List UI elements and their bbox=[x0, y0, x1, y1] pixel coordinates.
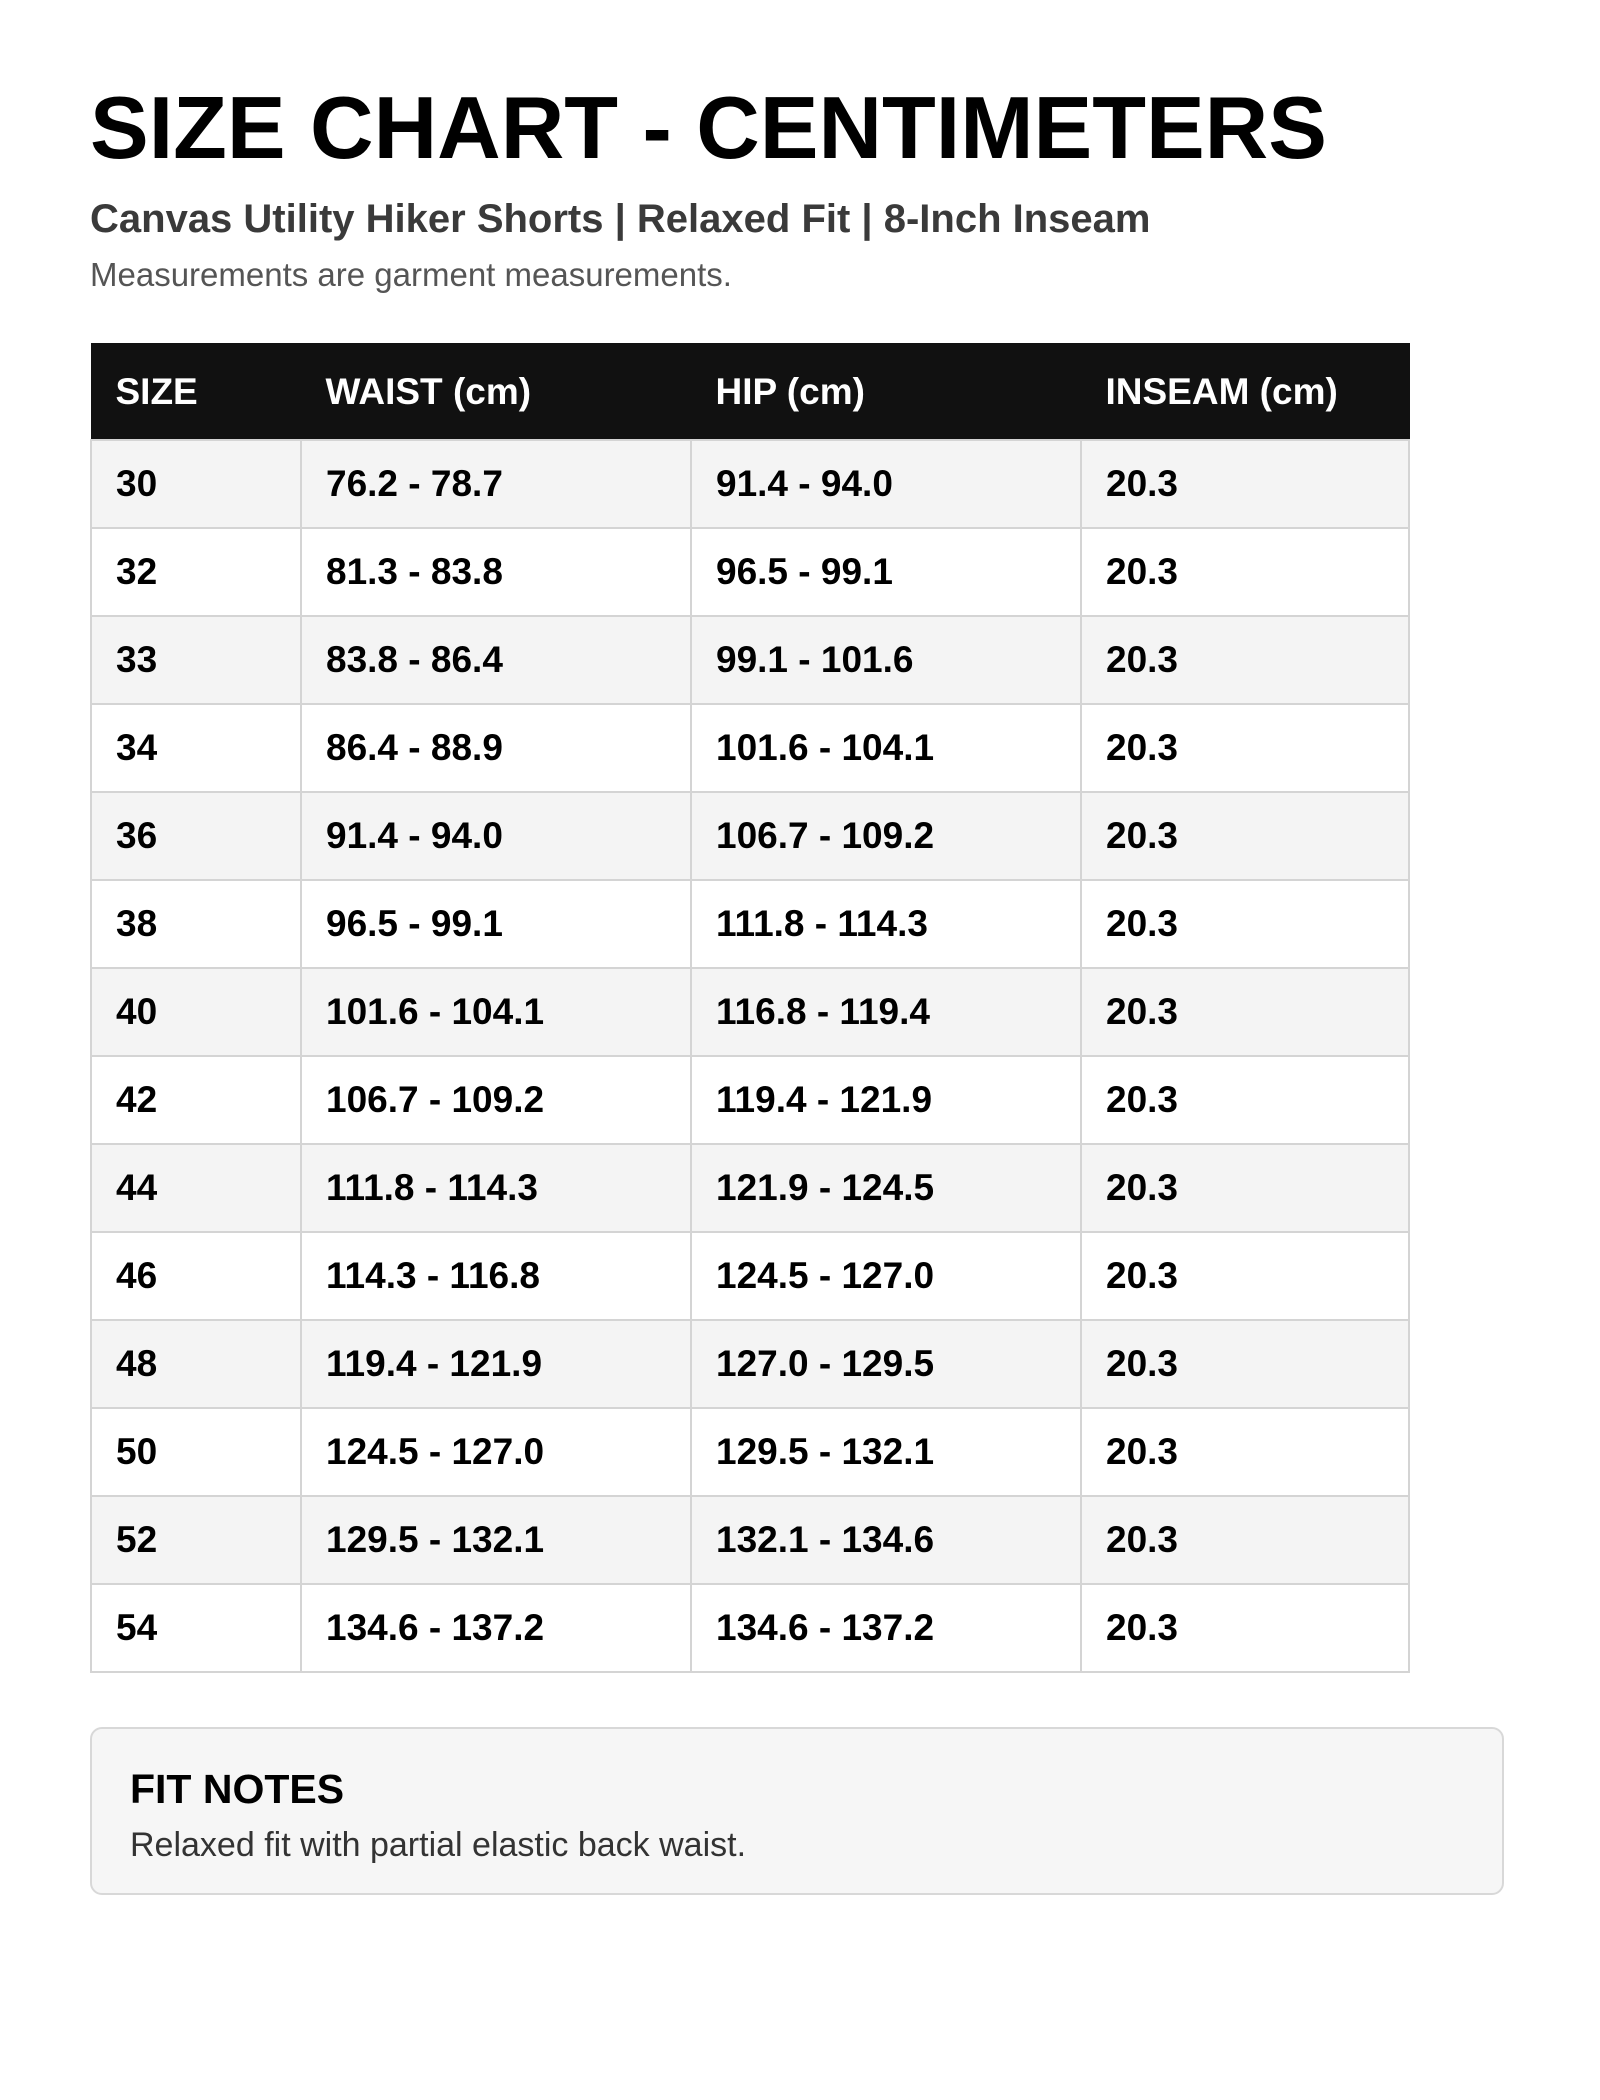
waist-cell: 119.4 - 121.9 bbox=[301, 1320, 691, 1408]
column-header-inseam: INSEAM (cm) bbox=[1081, 344, 1409, 441]
inseam-cell: 20.3 bbox=[1081, 1144, 1409, 1232]
hip-cell: 91.4 - 94.0 bbox=[691, 440, 1081, 528]
measurement-note: Measurements are garment measurements. bbox=[90, 256, 732, 293]
table-row bbox=[91, 440, 1409, 528]
table-row bbox=[91, 1144, 1409, 1232]
hip-cell: 127.0 - 129.5 bbox=[691, 1320, 1081, 1408]
size-cell: 44 bbox=[91, 1144, 301, 1232]
inseam-cell: 20.3 bbox=[1081, 528, 1409, 616]
inseam-cell: 20.3 bbox=[1081, 616, 1409, 704]
waist-cell: 83.8 - 86.4 bbox=[301, 616, 691, 704]
waist-cell: 124.5 - 127.0 bbox=[301, 1408, 691, 1496]
waist-cell: 114.3 - 116.8 bbox=[301, 1232, 691, 1320]
hip-cell: 121.9 - 124.5 bbox=[691, 1144, 1081, 1232]
product-subtitle: Canvas Utility Hiker Shorts | Relaxed Fit | 8-Inch Inseam bbox=[90, 197, 1151, 241]
size-cell: 33 bbox=[91, 616, 301, 704]
table-row bbox=[91, 616, 1409, 704]
table-row bbox=[91, 792, 1409, 880]
table-row bbox=[91, 1496, 1409, 1584]
column-header-hip: HIP (cm) bbox=[691, 344, 1081, 441]
waist-cell: 86.4 - 88.9 bbox=[301, 704, 691, 792]
waist-cell: 101.6 - 104.1 bbox=[301, 968, 691, 1056]
inseam-cell: 20.3 bbox=[1081, 1408, 1409, 1496]
hip-cell: 132.1 - 134.6 bbox=[691, 1496, 1081, 1584]
size-cell: 42 bbox=[91, 1056, 301, 1144]
waist-cell: 106.7 - 109.2 bbox=[301, 1056, 691, 1144]
waist-cell: 76.2 - 78.7 bbox=[301, 440, 691, 528]
hip-cell: 129.5 - 132.1 bbox=[691, 1408, 1081, 1496]
fit-notes-heading: FIT NOTES bbox=[130, 1766, 345, 1812]
page-title: SIZE CHART - CENTIMETERS bbox=[90, 78, 1327, 177]
table-row bbox=[91, 704, 1409, 792]
inseam-cell: 20.3 bbox=[1081, 792, 1409, 880]
table-row bbox=[91, 1408, 1409, 1496]
inseam-cell: 20.3 bbox=[1081, 704, 1409, 792]
table-row bbox=[91, 1320, 1409, 1408]
inseam-cell: 20.3 bbox=[1081, 968, 1409, 1056]
column-header-waist: WAIST (cm) bbox=[301, 344, 691, 441]
size-cell: 50 bbox=[91, 1408, 301, 1496]
table-row bbox=[91, 968, 1409, 1056]
waist-cell: 111.8 - 114.3 bbox=[301, 1144, 691, 1232]
waist-cell: 129.5 - 132.1 bbox=[301, 1496, 691, 1584]
waist-cell: 81.3 - 83.8 bbox=[301, 528, 691, 616]
inseam-cell: 20.3 bbox=[1081, 1056, 1409, 1144]
hip-cell: 116.8 - 119.4 bbox=[691, 968, 1081, 1056]
column-header-size: SIZE bbox=[91, 344, 301, 441]
size-cell: 30 bbox=[91, 440, 301, 528]
table-row bbox=[91, 1232, 1409, 1320]
table-row bbox=[91, 1056, 1409, 1144]
inseam-cell: 20.3 bbox=[1081, 1496, 1409, 1584]
size-cell: 38 bbox=[91, 880, 301, 968]
waist-cell: 134.6 - 137.2 bbox=[301, 1584, 691, 1672]
size-cell: 52 bbox=[91, 1496, 301, 1584]
fit-notes-text: Relaxed fit with partial elastic back waist. bbox=[130, 1826, 747, 1864]
hip-cell: 96.5 - 99.1 bbox=[691, 528, 1081, 616]
table-body bbox=[91, 440, 1409, 1672]
inseam-cell: 20.3 bbox=[1081, 440, 1409, 528]
size-cell: 32 bbox=[91, 528, 301, 616]
size-cell: 54 bbox=[91, 1584, 301, 1672]
table-row bbox=[91, 528, 1409, 616]
inseam-cell: 20.3 bbox=[1081, 880, 1409, 968]
hip-cell: 111.8 - 114.3 bbox=[691, 880, 1081, 968]
size-cell: 36 bbox=[91, 792, 301, 880]
size-cell: 40 bbox=[91, 968, 301, 1056]
hip-cell: 119.4 - 121.9 bbox=[691, 1056, 1081, 1144]
table-row bbox=[91, 880, 1409, 968]
size-cell: 46 bbox=[91, 1232, 301, 1320]
size-cell: 48 bbox=[91, 1320, 301, 1408]
size-cell: 34 bbox=[91, 704, 301, 792]
inseam-cell: 20.3 bbox=[1081, 1232, 1409, 1320]
size-table bbox=[90, 343, 1410, 1673]
fit-notes-box bbox=[90, 1727, 1504, 1895]
inseam-cell: 20.3 bbox=[1081, 1584, 1409, 1672]
waist-cell: 91.4 - 94.0 bbox=[301, 792, 691, 880]
inseam-cell: 20.3 bbox=[1081, 1320, 1409, 1408]
table-row bbox=[91, 1584, 1409, 1672]
hip-cell: 124.5 - 127.0 bbox=[691, 1232, 1081, 1320]
hip-cell: 99.1 - 101.6 bbox=[691, 616, 1081, 704]
waist-cell: 96.5 - 99.1 bbox=[301, 880, 691, 968]
hip-cell: 101.6 - 104.1 bbox=[691, 704, 1081, 792]
hip-cell: 106.7 - 109.2 bbox=[691, 792, 1081, 880]
hip-cell: 134.6 - 137.2 bbox=[691, 1584, 1081, 1672]
table-header-row bbox=[91, 344, 1409, 441]
